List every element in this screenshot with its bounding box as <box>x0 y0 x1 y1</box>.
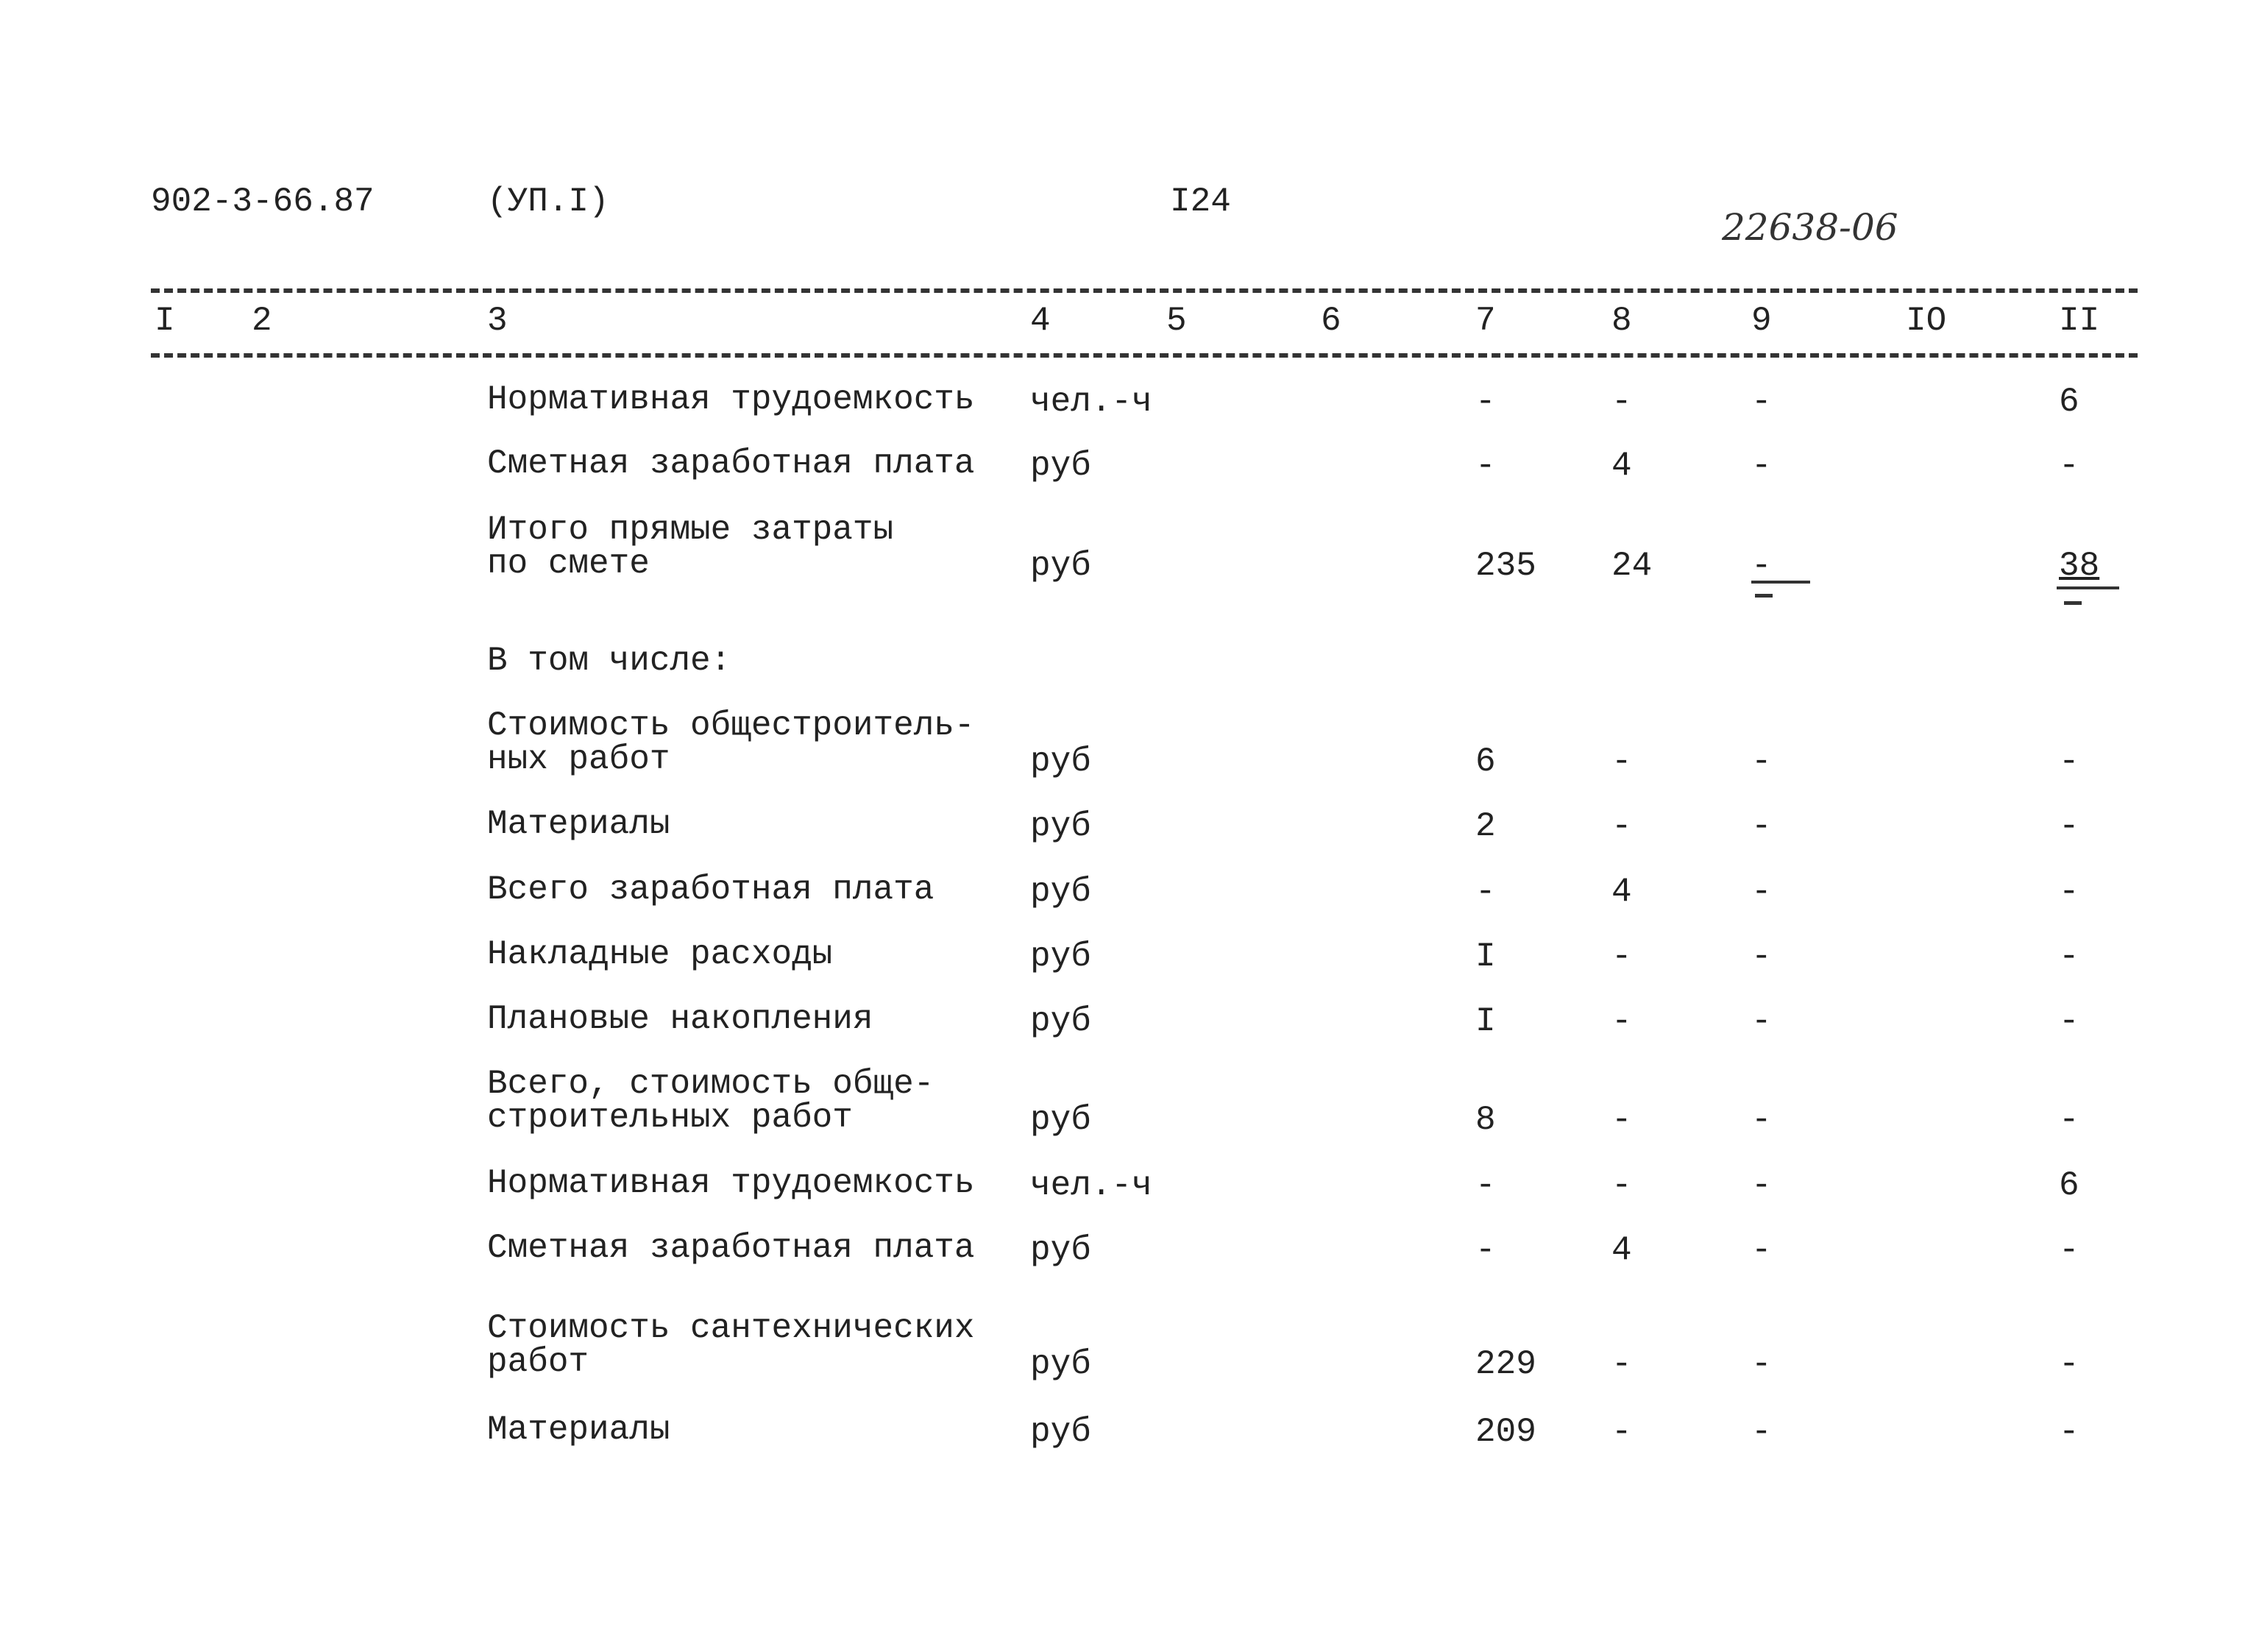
row-col11: 38 <box>2059 547 2100 585</box>
row-unit: руб <box>1030 873 1091 911</box>
row-col11: - <box>2059 1231 2079 1269</box>
row-unit: руб <box>1030 1413 1091 1451</box>
row-col9: - <box>1751 873 1772 911</box>
column-number-9: 9 <box>1751 302 1772 340</box>
row-label: Итого прямые затраты по смете <box>487 511 894 583</box>
row-col9: - <box>1751 807 1772 846</box>
row-unit: руб <box>1030 937 1091 976</box>
row-col8: - <box>1611 1413 1632 1451</box>
row-col8: - <box>1611 1166 1632 1205</box>
row-col7: - <box>1475 873 1496 911</box>
row-col8: - <box>1611 1002 1632 1041</box>
column-number-3: 3 <box>487 302 508 340</box>
row-col7: - <box>1475 1231 1496 1269</box>
subtotal-dash-mark <box>1755 594 1773 598</box>
row-label: Всего, стоимость обще- строительных работ <box>487 1065 935 1137</box>
column-number-6: 6 <box>1321 302 1341 340</box>
row-col7: 235 <box>1475 547 1536 585</box>
inventory-number: 22638-06 <box>1722 206 1898 249</box>
row-col9: - <box>1751 1231 1772 1269</box>
column-number-1: I <box>155 302 175 340</box>
row-col11: - <box>2059 1345 2079 1383</box>
row-col9: - <box>1751 383 1772 421</box>
row-unit: чел.-ч <box>1030 383 1152 421</box>
row-label: Стоимость сантехнических работ <box>487 1309 975 1381</box>
row-col11: - <box>2059 873 2079 911</box>
row-col9: - <box>1751 1413 1772 1451</box>
row-col7: 8 <box>1475 1101 1496 1139</box>
section-label: (УП.I) <box>487 182 609 221</box>
row-col7: 209 <box>1475 1413 1536 1451</box>
row-col9: - <box>1751 1101 1772 1139</box>
row-col8: - <box>1611 742 1632 781</box>
row-label: Нормативная трудоемкость <box>487 380 975 419</box>
row-col7: - <box>1475 447 1496 485</box>
row-col7: - <box>1475 1166 1496 1205</box>
column-number-5: 5 <box>1166 302 1187 340</box>
document-code: 902-3-66.87 <box>151 182 375 221</box>
row-label: Накладные расходы <box>487 935 833 974</box>
row-col8: - <box>1611 383 1632 421</box>
row-col9: - <box>1751 1345 1772 1383</box>
row-unit: руб <box>1030 742 1091 781</box>
column-number-8: 8 <box>1611 302 1632 340</box>
row-col11: - <box>2059 742 2079 781</box>
page-number: I24 <box>1170 182 1231 221</box>
row-label: Стоимость общестроитель- ных работ <box>487 706 975 779</box>
row-col7: I <box>1475 937 1496 976</box>
row-label: Нормативная трудоемкость <box>487 1164 975 1202</box>
row-col11: - <box>2059 1101 2079 1139</box>
row-col9: - <box>1751 1002 1772 1041</box>
row-label: Материалы <box>487 1411 670 1449</box>
row-col11: 6 <box>2059 383 2079 421</box>
column-number-11: II <box>2059 302 2100 340</box>
row-col9: - <box>1751 547 1772 585</box>
row-col8: - <box>1611 937 1632 976</box>
row-col9: - <box>1751 1166 1772 1205</box>
row-col8: 24 <box>1611 547 1653 585</box>
row-unit: руб <box>1030 447 1091 485</box>
row-col8: 4 <box>1611 1231 1632 1269</box>
column-number-2: 2 <box>252 302 272 340</box>
column-number-4: 4 <box>1030 302 1051 340</box>
row-col8: - <box>1611 807 1632 846</box>
row-label: В том числе: <box>487 642 731 680</box>
row-label: Сметная заработная плата <box>487 444 975 483</box>
row-col7: 2 <box>1475 807 1496 846</box>
row-col11: - <box>2059 1413 2079 1451</box>
row-col8: 4 <box>1611 447 1632 485</box>
row-label: Всего заработная плата <box>487 871 935 909</box>
row-label: Сметная заработная плата <box>487 1229 975 1267</box>
row-unit: руб <box>1030 547 1091 585</box>
subtotal-dash-mark <box>2064 601 2082 605</box>
row-col11: - <box>2059 937 2079 976</box>
header-top-divider <box>151 288 2138 293</box>
row-col8: - <box>1611 1345 1632 1383</box>
row-label: Плановые накопления <box>487 1000 873 1038</box>
row-unit: руб <box>1030 1002 1091 1041</box>
column-number-10: IO <box>1906 302 1947 340</box>
row-col11: - <box>2059 807 2079 846</box>
row-col8: 4 <box>1611 873 1632 911</box>
underline-mark <box>1751 581 1810 584</box>
row-unit: руб <box>1030 1101 1091 1139</box>
row-label: Материалы <box>487 805 670 843</box>
row-col11: - <box>2059 1002 2079 1041</box>
row-col7: I <box>1475 1002 1496 1041</box>
row-unit: чел.-ч <box>1030 1166 1152 1205</box>
row-col11: - <box>2059 447 2079 485</box>
underline-mark <box>2057 586 2119 589</box>
row-col9: - <box>1751 937 1772 976</box>
row-col7: 6 <box>1475 742 1496 781</box>
row-col8: - <box>1611 1101 1632 1139</box>
row-col7: 229 <box>1475 1345 1536 1383</box>
row-col11: 6 <box>2059 1166 2079 1205</box>
row-col9: - <box>1751 447 1772 485</box>
column-number-7: 7 <box>1475 302 1496 340</box>
row-unit: руб <box>1030 1345 1091 1383</box>
header-bottom-divider <box>151 353 2138 358</box>
row-unit: руб <box>1030 1231 1091 1269</box>
row-col9: - <box>1751 742 1772 781</box>
row-col7: - <box>1475 383 1496 421</box>
row-unit: руб <box>1030 807 1091 846</box>
